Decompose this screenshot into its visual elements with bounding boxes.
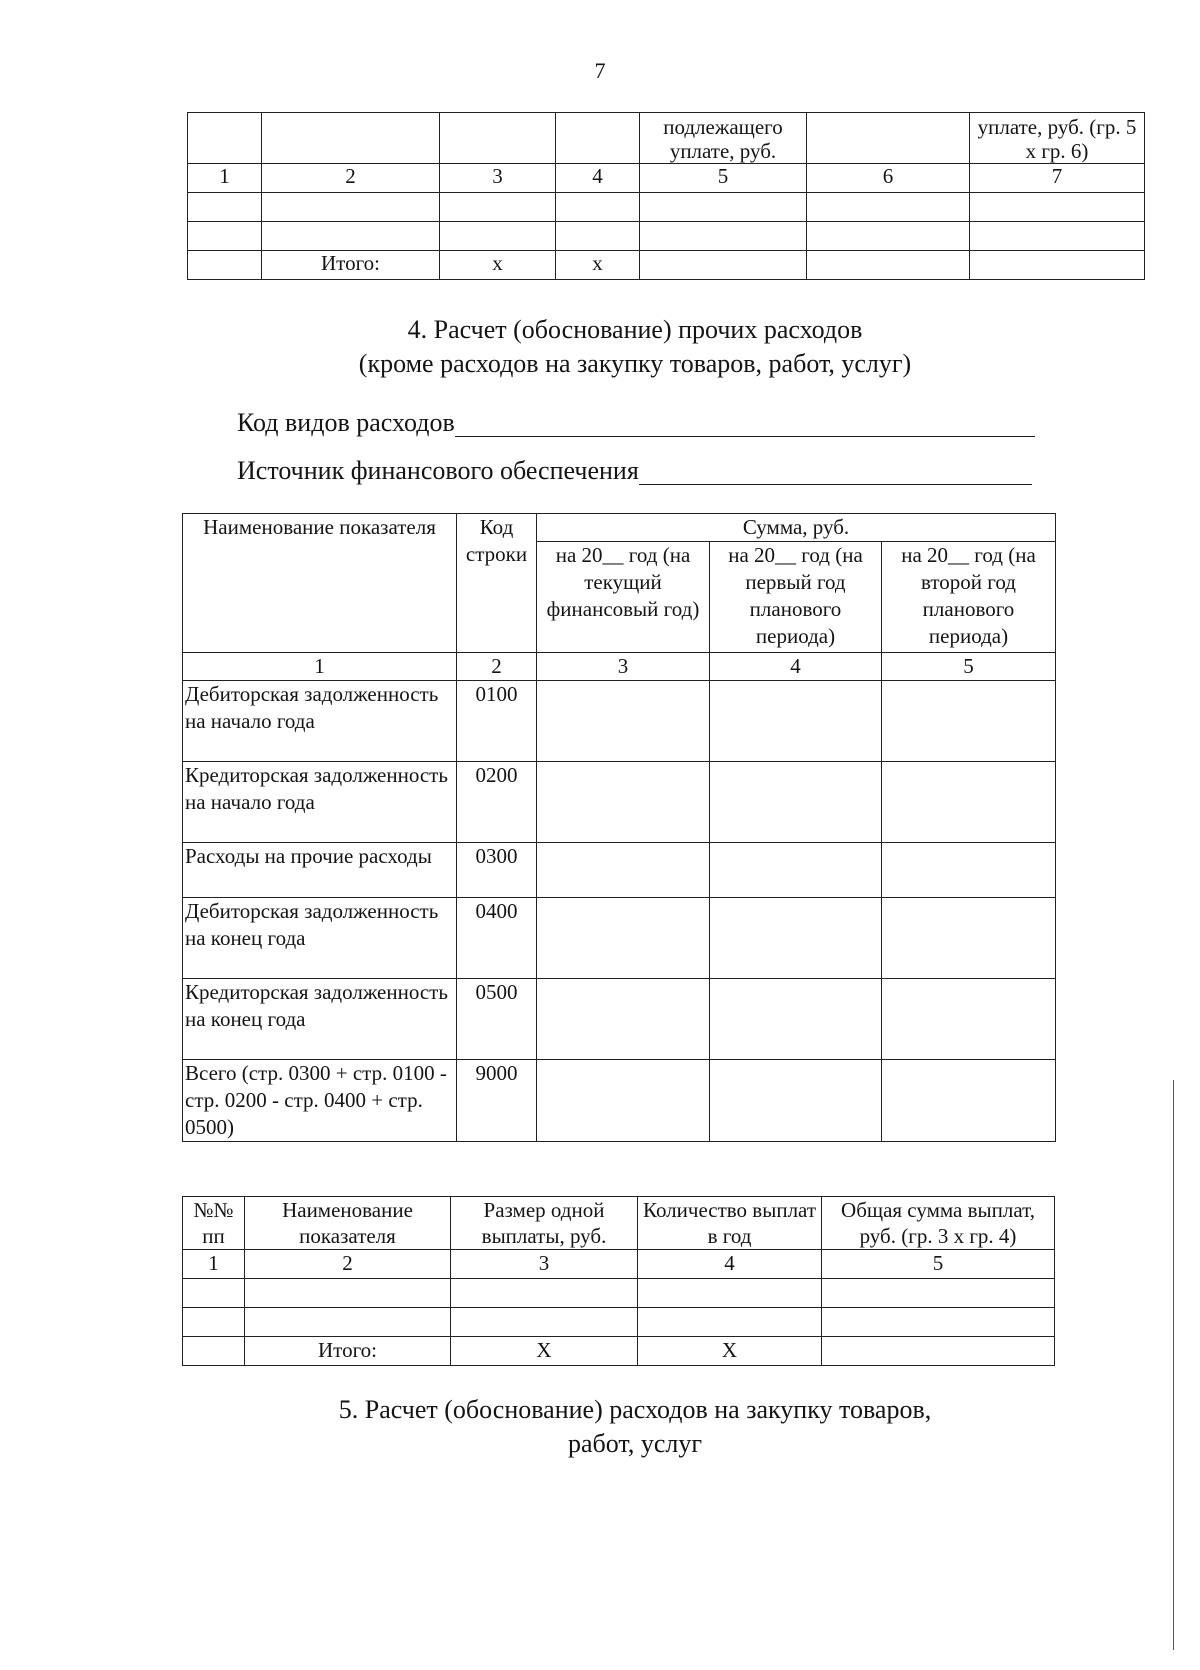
column-number: 1 — [183, 1250, 245, 1279]
table-cell — [440, 113, 556, 164]
section4-title — [0, 313, 1200, 381]
table-cell — [638, 1308, 822, 1337]
table-cell — [556, 222, 640, 251]
column-number: 5 — [640, 164, 807, 193]
table-row — [183, 898, 1056, 979]
table-row — [183, 843, 1056, 898]
table-cell — [188, 193, 262, 222]
row-code: 9000 — [457, 1060, 537, 1142]
expense-code-field — [237, 408, 1035, 438]
col-code-header: Код строки — [457, 514, 537, 653]
table-cell — [440, 222, 556, 251]
value-cell[interactable] — [882, 979, 1056, 1060]
table-row — [188, 222, 1145, 251]
row-name: Расходы на прочие расходы — [183, 843, 457, 898]
value-cell[interactable] — [537, 762, 710, 843]
table-cell — [807, 113, 970, 164]
column-number: 3 — [440, 164, 556, 193]
value-cell[interactable] — [710, 979, 882, 1060]
column-number: 4 — [638, 1250, 822, 1279]
column-number: 7 — [970, 164, 1145, 193]
section4-title-line1: 4. Расчет (обоснование) прочих расходов — [407, 315, 863, 344]
table-cell — [188, 222, 262, 251]
table-row — [183, 1060, 1056, 1142]
payments-table — [182, 1196, 1055, 1366]
table-cell — [640, 222, 807, 251]
col-total-header: Общая сумма выплат, руб. (гр. 3 x гр. 4) — [822, 1197, 1055, 1250]
funding-source-input-line[interactable] — [639, 456, 1032, 485]
value-cell[interactable] — [537, 843, 710, 898]
column-number: 4 — [556, 164, 640, 193]
table-cell — [262, 222, 440, 251]
column-number: 4 — [710, 653, 882, 681]
col-name-header: Наименование показателя — [245, 1197, 451, 1250]
table-cell — [640, 193, 807, 222]
table-cell: x — [556, 251, 640, 280]
table-header-row — [188, 113, 1145, 164]
value-cell[interactable] — [882, 898, 1056, 979]
table-cell — [183, 1279, 245, 1308]
table-cell — [807, 222, 970, 251]
table-cell — [188, 113, 262, 164]
row-code: 0200 — [457, 762, 537, 843]
column-number: 1 — [183, 653, 457, 681]
table-header-row — [183, 1197, 1055, 1250]
value-cell[interactable] — [537, 898, 710, 979]
value-cell[interactable] — [882, 1060, 1056, 1142]
table-cell — [970, 222, 1145, 251]
column-number: 3 — [537, 653, 710, 681]
funding-source-label: Источник финансового обеспечения — [237, 456, 639, 485]
expense-code-label: Код видов расходов — [237, 408, 455, 437]
value-cell[interactable] — [710, 1060, 882, 1142]
value-cell[interactable] — [882, 843, 1056, 898]
value-cell[interactable] — [882, 762, 1056, 843]
value-cell[interactable] — [537, 1060, 710, 1142]
col-year-first-header: на 20__ год (на первый год планового периода) — [710, 542, 882, 653]
row-name: Кредиторская задолженность на начало года — [183, 762, 457, 843]
table-cell — [640, 251, 807, 280]
section5-title-line1: 5. Расчет (обоснование) расходов на закупку товаров, — [338, 1395, 932, 1424]
table-cell: уплате, руб. (гр. 5 x гр. 6) — [970, 113, 1145, 164]
table-cell — [188, 251, 262, 280]
total-row — [183, 1337, 1055, 1366]
row-code: 0500 — [457, 979, 537, 1060]
table-cell — [638, 1279, 822, 1308]
row-code: 0100 — [457, 681, 537, 762]
column-number: 2 — [245, 1250, 451, 1279]
table-row — [183, 1279, 1055, 1308]
row-name: Кредиторская задолженность на конец года — [183, 979, 457, 1060]
col-sum-header: Сумма, руб. — [537, 514, 1056, 542]
table-cell — [807, 251, 970, 280]
table-row — [183, 1308, 1055, 1337]
section5-title-line2: работ, услуг — [567, 1429, 702, 1458]
column-number: 1 — [188, 164, 262, 193]
table-cell — [183, 1337, 245, 1366]
table-row — [183, 681, 1056, 762]
row-name: Дебиторская задолженность на начало года — [183, 681, 457, 762]
column-number-row — [183, 1250, 1055, 1279]
column-number: 2 — [262, 164, 440, 193]
table-cell — [556, 193, 640, 222]
table-cell — [556, 113, 640, 164]
table-cell — [262, 113, 440, 164]
value-cell[interactable] — [882, 681, 1056, 762]
column-number: 6 — [807, 164, 970, 193]
table-cell — [451, 1308, 638, 1337]
table-cell — [970, 193, 1145, 222]
col-name-header: Наименование показателя — [183, 514, 457, 653]
table-cell — [822, 1308, 1055, 1337]
table-cell: подлежащего уплате, руб. — [640, 113, 807, 164]
scan-margin-line — [1173, 1080, 1174, 1650]
row-code: 0400 — [457, 898, 537, 979]
page-number: 7 — [594, 58, 606, 83]
col-number-header: №№ пп — [183, 1197, 245, 1250]
top-continuation-table — [187, 112, 1145, 280]
table-cell — [807, 193, 970, 222]
table-cell — [822, 1279, 1055, 1308]
value-cell[interactable] — [537, 979, 710, 1060]
row-name: Всего (стр. 0300 + стр. 0100 - стр. 0200 - стр. 0400 + стр. 0500) — [183, 1060, 457, 1142]
table-cell — [440, 193, 556, 222]
expense-code-input-line[interactable] — [455, 408, 1035, 437]
table-cell — [822, 1337, 1055, 1366]
column-number: 3 — [451, 1250, 638, 1279]
table-cell — [245, 1308, 451, 1337]
table-cell: x — [440, 251, 556, 280]
table-header-row — [183, 514, 1056, 542]
value-cell[interactable] — [537, 681, 710, 762]
total-label: Итого: — [245, 1337, 451, 1366]
table-row — [183, 762, 1056, 843]
col-payment-count-header: Количество выплат в год — [638, 1197, 822, 1250]
column-number-row — [183, 653, 1056, 681]
section4-title-line2: (кроме расходов на закупку товаров, работ, услуг) — [358, 349, 912, 378]
column-number: 5 — [882, 653, 1056, 681]
value-cell[interactable] — [710, 898, 882, 979]
funding-source-field — [237, 456, 1032, 486]
table-cell — [262, 193, 440, 222]
table-row — [188, 193, 1145, 222]
section5-title — [0, 1393, 1200, 1461]
row-name: Дебиторская задолженность на конец года — [183, 898, 457, 979]
indicators-table — [182, 513, 1056, 1142]
column-number-row — [188, 164, 1145, 193]
row-code: 0300 — [457, 843, 537, 898]
table-cell — [970, 251, 1145, 280]
value-cell[interactable] — [710, 681, 882, 762]
table-cell: X — [451, 1337, 638, 1366]
table-cell — [245, 1279, 451, 1308]
col-year-second-header: на 20__ год (на второй год планового периода) — [882, 542, 1056, 653]
col-payment-size-header: Размер одной выплаты, руб. — [451, 1197, 638, 1250]
total-row — [188, 251, 1145, 280]
value-cell[interactable] — [710, 762, 882, 843]
column-number: 2 — [457, 653, 537, 681]
table-row — [183, 979, 1056, 1060]
table-cell — [183, 1308, 245, 1337]
value-cell[interactable] — [710, 843, 882, 898]
total-label: Итого: — [262, 251, 440, 280]
column-number: 5 — [822, 1250, 1055, 1279]
table-cell — [451, 1279, 638, 1308]
col-year-current-header: на 20__ год (на текущий финансовый год) — [537, 542, 710, 653]
table-cell: X — [638, 1337, 822, 1366]
